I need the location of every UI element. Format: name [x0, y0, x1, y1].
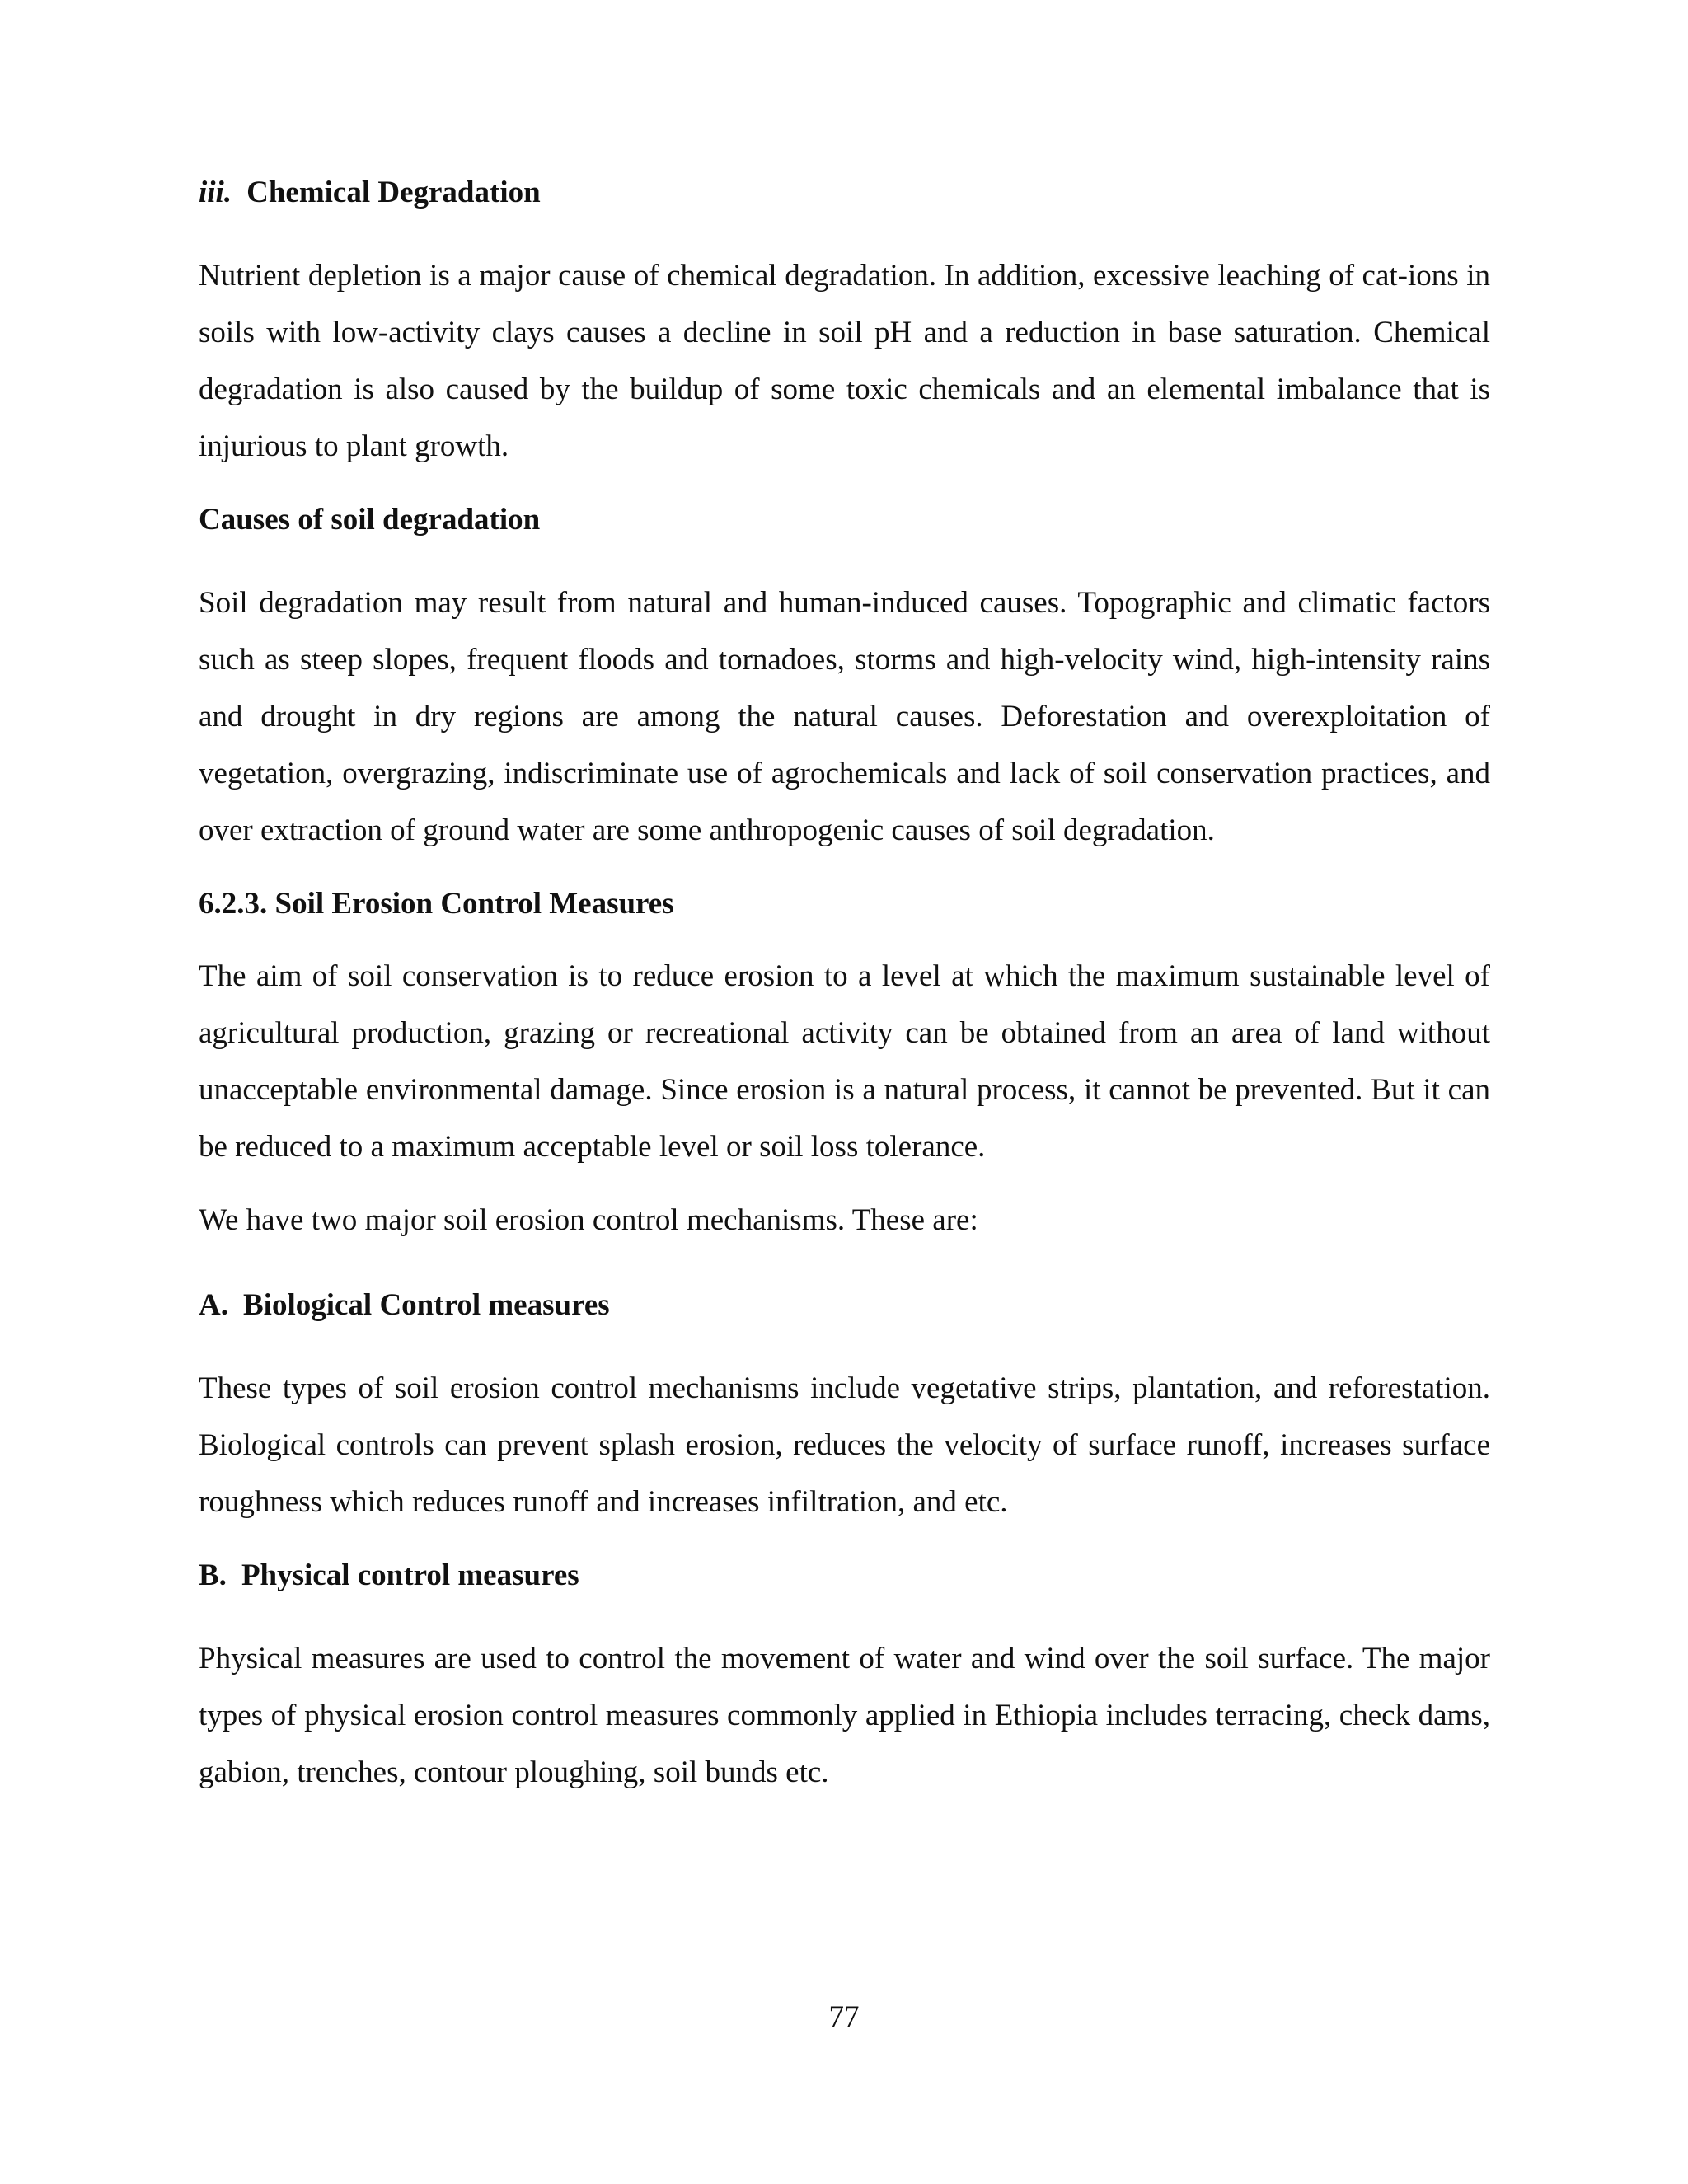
heading-biological-control — [199, 1286, 1490, 1324]
heading-title: Chemical Degradation — [246, 176, 541, 209]
heading-letter: B. — [199, 1558, 227, 1592]
paragraph-physical-control: Physical measures are used to control the movement of water and wind over the soil surface. The major types of physical erosion control measures commonly applied in Ethiopia includes terracing, check dams, gabion, trenches, contour ploughing, soil bunds etc. — [199, 1642, 1490, 1789]
heading-causes-of-soil-degradation: Causes of soil degradation — [199, 503, 541, 537]
paragraph-causes: Soil degradation may result from natural and human-induced causes. Topographic and climatic factors such as steep slopes, frequent floods and tornadoes, storms and high-velocity wind, high-intensity rains and drought in dry regions are among the natural causes. Deforestation and overexploitation of vegetation, overgrazing, indiscriminate use of agrochemicals and lack of soil conservation practices, and over extraction of ground water are some anthropogenic causes of soil degradation. — [199, 586, 1490, 847]
paragraph-two-mechanisms: We have two major soil erosion control mechanisms. These are: — [199, 1203, 978, 1237]
page-number: 77 — [828, 2000, 860, 2034]
paragraph-biological-control: These types of soil erosion control mechanisms include vegetative strips, plantation, and reforestation. Biological controls can prevent splash erosion, reduces the velocity of surface runoff, increases surface roughness which reduces runoff and increases infiltration, and etc. — [199, 1371, 1490, 1519]
page-content — [199, 165, 1490, 1801]
heading-chemical-degradation — [199, 174, 1490, 212]
heading-title: Biological Control measures — [242, 1288, 610, 1322]
heading-soil-erosion-control-measures: 6.2.3. Soil Erosion Control Measures — [199, 887, 674, 921]
heading-numeral: iii. — [199, 176, 232, 209]
paragraph-aim-of-conservation: The aim of soil conservation is to reduce erosion to a level at which the maximum sustainable level of agricultural production, grazing or recreational activity can be obtained from an area of land without unacceptable environmental damage. Since erosion is a natural process, it cannot be prevented. But it can be reduced to a maximum acceptable level or soil loss tolerance. — [199, 959, 1490, 1164]
heading-title: Physical control measures — [241, 1558, 579, 1592]
heading-letter: A. — [199, 1288, 228, 1322]
heading-physical-control — [199, 1557, 1490, 1595]
paragraph-chemical-degradation: Nutrient depletion is a major cause of chemical degradation. In addition, excessive leaching of cat-ions in soils with low-activity clays causes a decline in soil pH and a reduction in base saturation. Chemical degradation is also caused by the buildup of some toxic chemicals and an elemental imbalance that is injurious to plant growth. — [199, 259, 1490, 463]
